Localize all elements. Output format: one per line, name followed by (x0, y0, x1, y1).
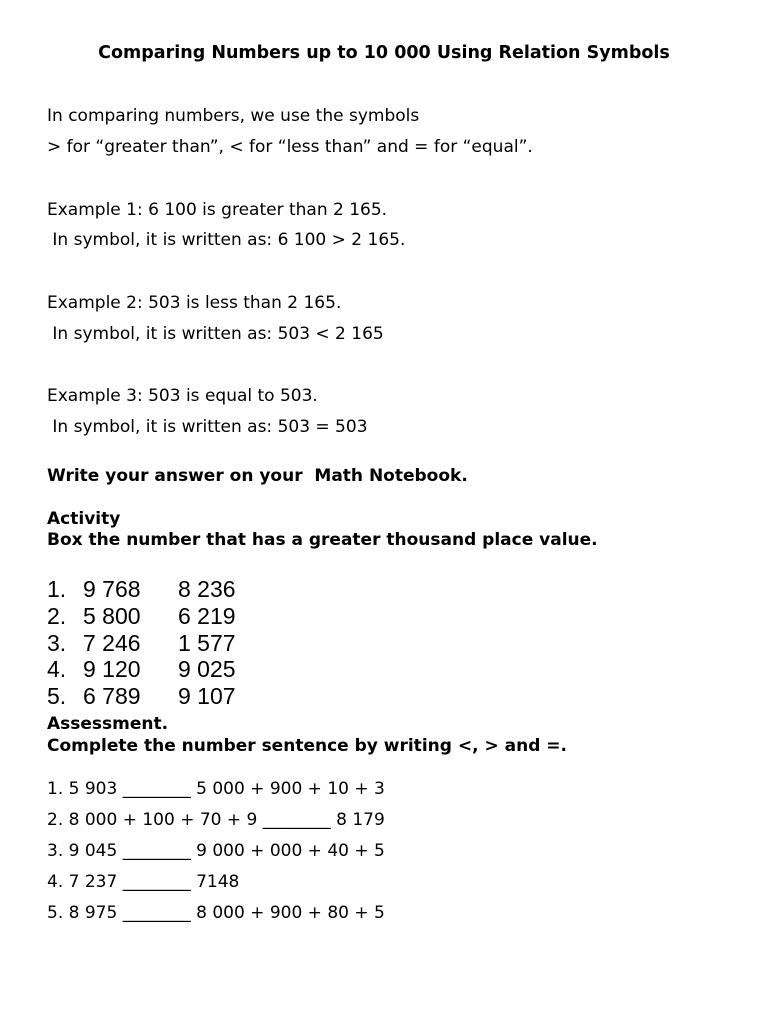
activity-item-number: 4. (47, 656, 67, 682)
example-2-symbol: In symbol, it is written as: 503 < 2 165 (47, 324, 384, 344)
assessment-item-5: 5. 8 975 ________ 8 000 + 900 + 80 + 5 (47, 903, 385, 923)
assessment-heading: Assessment. (47, 714, 169, 734)
activity-item-first-number: 6 789 (83, 683, 141, 709)
activity-heading: Activity (47, 509, 121, 529)
activity-item-second-number: 6 219 (178, 603, 236, 629)
activity-direction: Box the number that has a greater thousand place value. (47, 530, 598, 550)
activity-item-second-number: 1 577 (178, 630, 236, 656)
example-1-symbol: In symbol, it is written as: 6 100 > 2 165. (47, 230, 406, 250)
intro-line-2: > for “greater than”, < for “less than” and = for “equal”. (47, 137, 533, 157)
activity-item-number: 5. (47, 683, 67, 709)
example-3-symbol: In symbol, it is written as: 503 = 503 (47, 417, 368, 437)
assessment-item-2: 2. 8 000 + 100 + 70 + 9 ________ 8 179 (47, 810, 385, 830)
activity-item-first-number: 9 120 (83, 656, 141, 682)
activity-item-second-number: 9 025 (178, 656, 236, 682)
page-title: Comparing Numbers up to 10 000 Using Relation Symbols (98, 43, 670, 63)
activity-item-first-number: 5 800 (83, 603, 141, 629)
activity-item-first-number: 9 768 (83, 576, 141, 602)
activity-item-number: 2. (47, 603, 67, 629)
example-1-statement: Example 1: 6 100 is greater than 2 165. (47, 200, 388, 220)
assessment-item-4: 4. 7 237 ________ 7148 (47, 872, 240, 892)
example-3-statement: Example 3: 503 is equal to 503. (47, 386, 318, 406)
example-2-statement: Example 2: 503 is less than 2 165. (47, 293, 342, 313)
activity-item-second-number: 8 236 (178, 576, 236, 602)
activity-item-first-number: 7 246 (83, 630, 141, 656)
assessment-direction: Complete the number sentence by writing <, > and =. (47, 736, 567, 756)
assessment-item-1: 1. 5 903 ________ 5 000 + 900 + 10 + 3 (47, 779, 385, 799)
intro-line-1: In comparing numbers, we use the symbols (47, 106, 420, 126)
activity-item-number: 3. (47, 630, 67, 656)
activity-item-number: 1. (47, 576, 67, 602)
activity-item-second-number: 9 107 (178, 683, 236, 709)
assessment-item-3: 3. 9 045 ________ 9 000 + 000 + 40 + 5 (47, 841, 385, 861)
instruction: Write your answer on your Math Notebook. (47, 466, 468, 486)
